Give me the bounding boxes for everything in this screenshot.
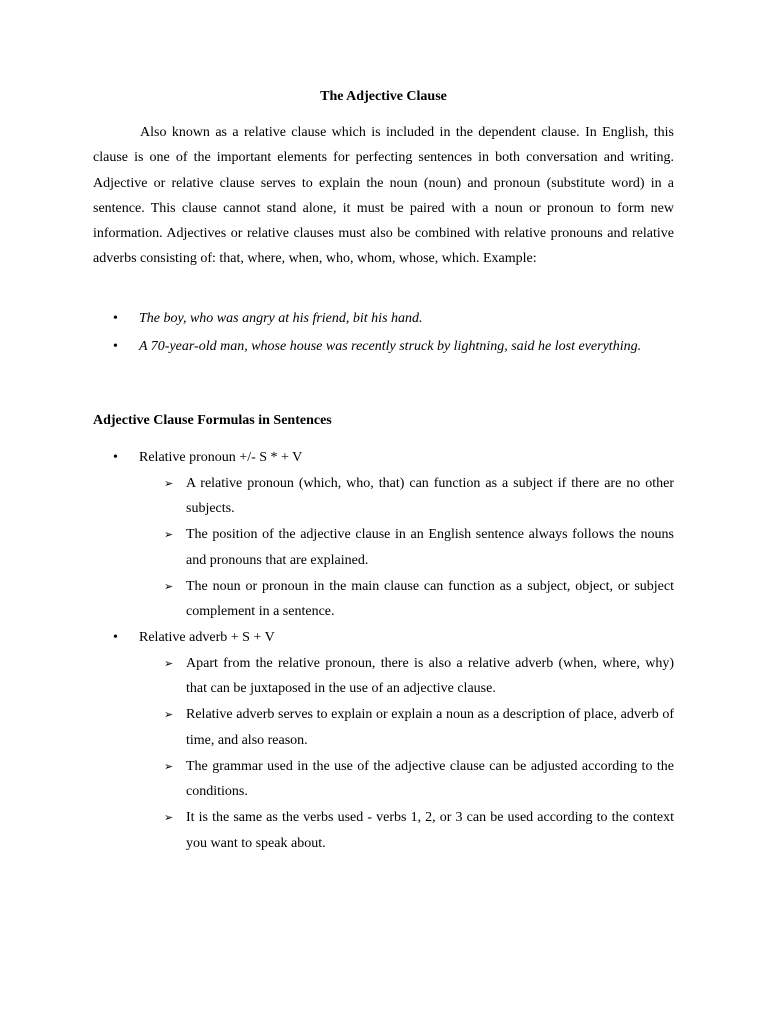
formula-label: Relative adverb + S + V bbox=[139, 630, 275, 645]
formula-points bbox=[139, 471, 674, 625]
formula-point-text: Apart from the relative pronoun, there is also a relative adverb (when, where, why) that can be juxtaposed in the use of an adjective clause. bbox=[186, 655, 674, 696]
arrowhead-bullet-icon: ➢ bbox=[164, 476, 174, 490]
example-item bbox=[93, 306, 674, 332]
example-text: The boy, who was angry at his friend, bit his hand. bbox=[139, 311, 423, 326]
formula-point bbox=[139, 702, 674, 753]
formula-points bbox=[139, 651, 674, 857]
formula-point bbox=[139, 574, 674, 625]
arrowhead-bullet-icon: ➢ bbox=[164, 528, 174, 541]
formula-item bbox=[93, 625, 674, 856]
arrowhead-bullet-icon: ➢ bbox=[164, 708, 174, 721]
arrowhead-bullet-icon: ➢ bbox=[164, 811, 174, 824]
arrowhead-bullet-icon: ➢ bbox=[164, 759, 174, 773]
formula-point bbox=[139, 651, 674, 702]
formula-list bbox=[93, 445, 674, 857]
example-item bbox=[93, 334, 674, 360]
bullet-icon: • bbox=[113, 630, 118, 645]
arrowhead-bullet-icon: ➢ bbox=[164, 579, 174, 593]
formula-point-text: The position of the adjective clause in an English sentence always follows the nouns and pronouns that are explained. bbox=[186, 527, 674, 568]
document-title: The Adjective Clause bbox=[320, 89, 447, 104]
bullet-icon: • bbox=[113, 450, 118, 465]
formula-label: Relative pronoun +/- S * + V bbox=[139, 450, 303, 465]
formula-point-text: A relative pronoun (which, who, that) can function as a subject if there are no other subjects. bbox=[186, 475, 674, 516]
formula-point-text: It is the same as the verbs used - verbs 1, 2, or 3 can be used according to the context you want to speak about. bbox=[186, 810, 674, 851]
formula-point bbox=[139, 754, 674, 805]
formula-point bbox=[139, 522, 674, 573]
example-text: A 70-year-old man, whose house was recently struck by lightning, said he lost everything. bbox=[139, 338, 642, 354]
formulas-heading: Adjective Clause Formulas in Sentences bbox=[93, 413, 332, 428]
intro-paragraph: Also known as a relative clause which is included in the dependent clause. In English, this clause is one of the important elements for perfecting sentences in both conversation and writing. Adjective or relative clause serves to explain the noun (noun) and pronoun (substitute word) in a sentence. This clause cannot stand alone, it must be paired with a noun or pronoun to form new information. Adjectives or relative clauses must also be combined with relative pronouns and relative adverbs consisting of: that, where, when, who, whom, whose, which. Example: bbox=[93, 125, 674, 267]
formula-item bbox=[93, 445, 674, 625]
bullet-icon: • bbox=[113, 311, 118, 326]
example-list bbox=[93, 306, 674, 361]
formula-point-text: The noun or pronoun in the main clause can function as a subject, object, or subject complement in a sentence. bbox=[186, 578, 674, 619]
formula-point bbox=[139, 471, 674, 522]
bullet-icon: • bbox=[113, 338, 118, 354]
formula-point-text: Relative adverb serves to explain or explain a noun as a description of place, adverb of time, and also reason. bbox=[186, 707, 674, 748]
formula-point bbox=[139, 805, 674, 856]
arrowhead-bullet-icon: ➢ bbox=[164, 656, 174, 670]
formula-point-text: The grammar used in the use of the adjective clause can be adjusted according to the conditions. bbox=[186, 758, 674, 799]
